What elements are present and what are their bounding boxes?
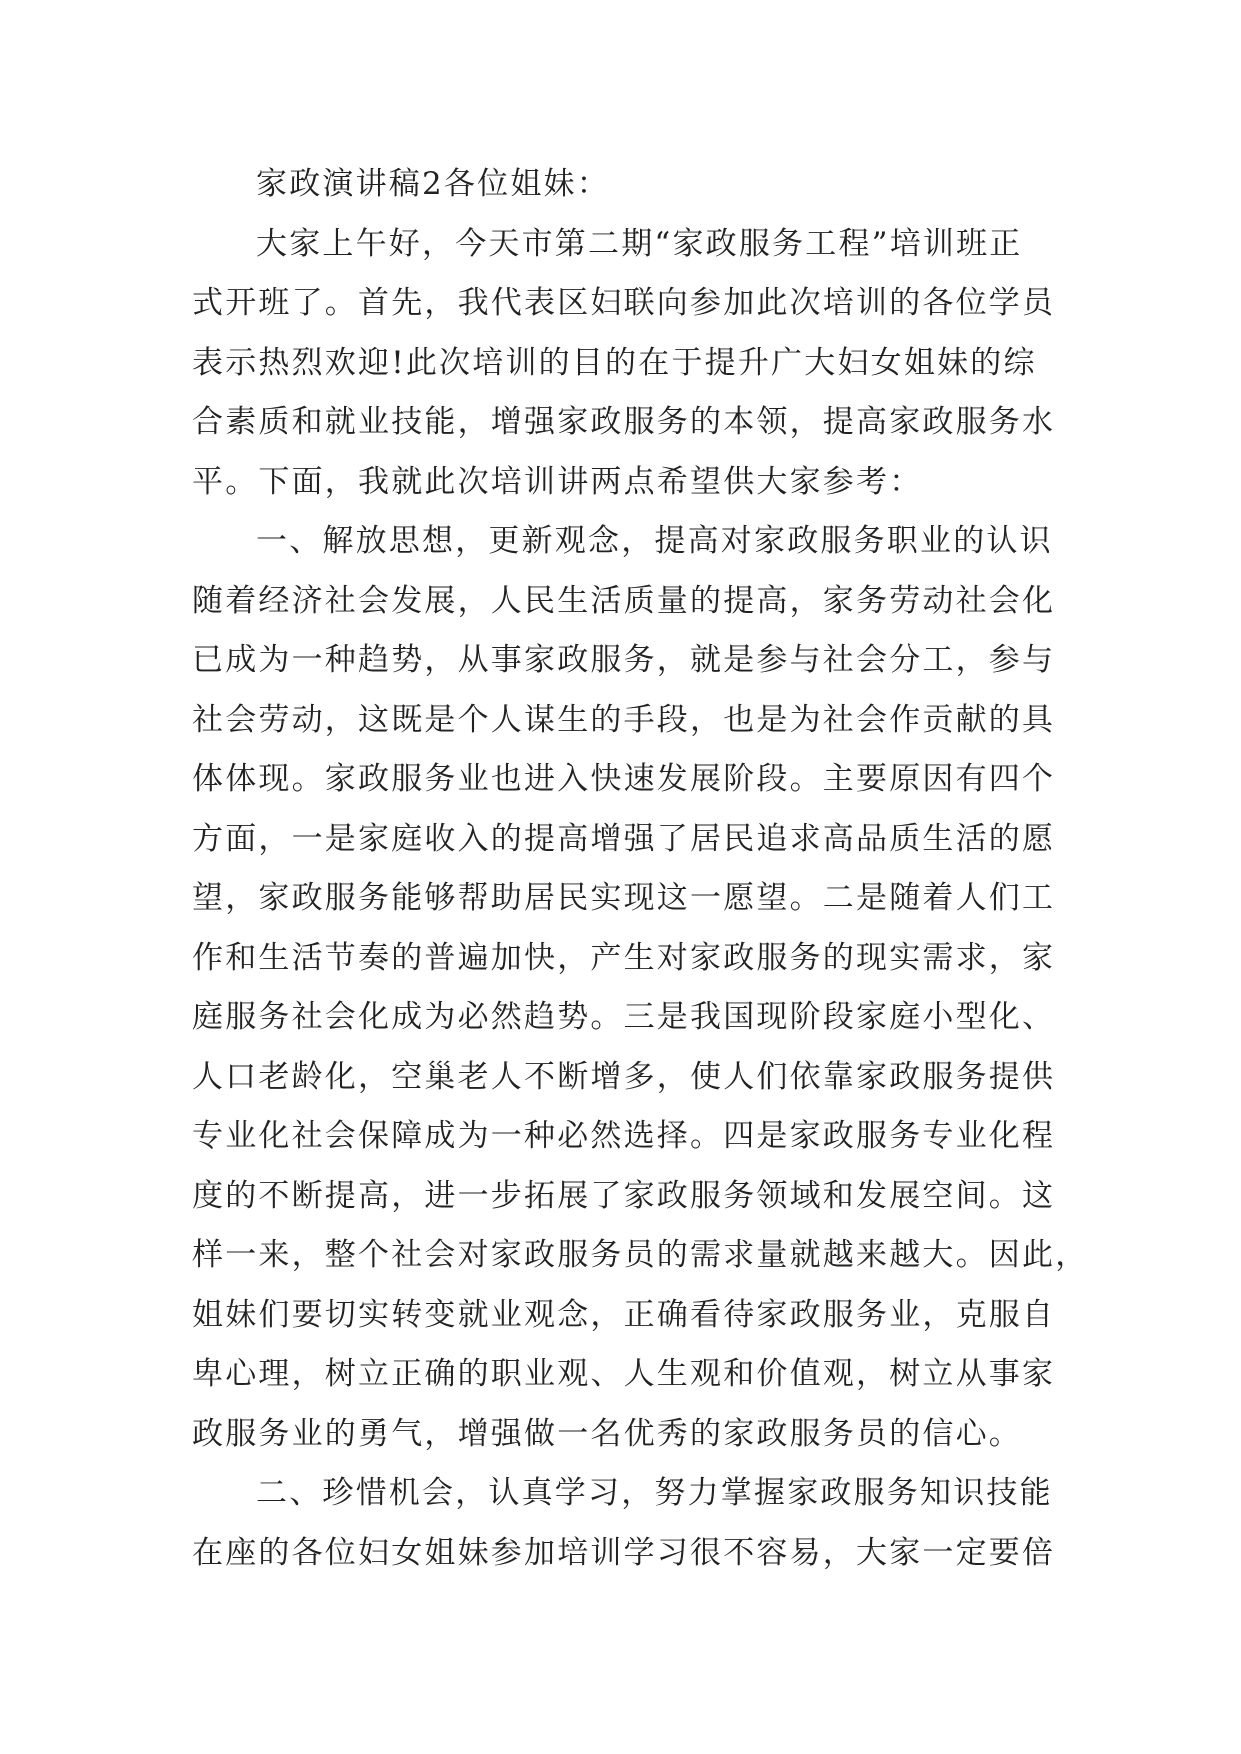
text-line: 二、珍惜机会，认真学习，努力掌握家政服务知识技能: [256, 1475, 1053, 1511]
text-line: 在座的各位妇女姐妹参加培训学习很不容易，大家一定要倍: [192, 1534, 1056, 1571]
text-line: 作和生活节奏的普遍加快，产生对家政服务的现实需求，家: [192, 939, 1056, 976]
text-line: 大家上午好，今天市第二期“家政服务工程”培训班正: [256, 225, 1023, 262]
text-line: 合素质和就业技能，增强家政服务的本领，提高家政服务水: [192, 404, 1056, 440]
text-line: 庭服务社会化成为必然趋势。三是我国现阶段家庭小型化、: [192, 999, 1056, 1035]
text-line: 体体现。家政服务业也进入快速发展阶段。主要原因有四个: [192, 761, 1056, 797]
text-line: 式开班了。首先，我代表区妇联向参加此次培训的各位学员: [192, 285, 1056, 321]
text-line: 专业化社会保障成为一种必然选择。四是家政服务专业化程: [192, 1118, 1056, 1154]
text-line: 方面，一是家庭收入的提高增强了居民追求高品质生活的愿: [192, 820, 1056, 857]
text-line: 已成为一种趋势，从事家政服务，就是参与社会分工，参与: [192, 642, 1056, 678]
text-line: 平。下面，我就此次培训讲两点希望供大家参考：: [192, 463, 923, 500]
text-line: 人口老龄化，空巢老人不断增多，使人们依靠家政服务提供: [192, 1058, 1056, 1095]
text-line: 表示热烈欢迎!此次培训的目的在于提升广大妇女姐妹的综: [192, 344, 1037, 381]
text-line: 度的不断提高，进一步拓展了家政服务领域和发展空间。这: [192, 1177, 1056, 1214]
text-line: 政服务业的勇气，增强做一名优秀的家政服务员的信心。: [192, 1415, 1022, 1452]
text-line: 卑心理，树立正确的职业观、人生观和价值观，树立从事家: [192, 1356, 1056, 1392]
text-line: 样一来，整个社会对家政服务员的需求量就越来越大。因此，: [192, 1237, 1089, 1273]
text-line: 望，家政服务能够帮助居民实现这一愿望。二是随着人们工: [192, 880, 1056, 916]
document-body: [192, 155, 1089, 1583]
text-line: 社会劳动，这既是个人谋生的手段，也是为社会作贡献的具: [192, 701, 1056, 738]
text-line: 随着经济社会发展，人民生活质量的提高，家务劳动社会化: [192, 582, 1056, 619]
text-line: 一、解放思想，更新观念，提高对家政服务职业的认识: [256, 523, 1053, 559]
text-line: 家政演讲稿2各位姐妹：: [256, 166, 610, 202]
text-line: 姐妹们要切实转变就业观念，正确看待家政服务业，克服自: [192, 1296, 1056, 1333]
